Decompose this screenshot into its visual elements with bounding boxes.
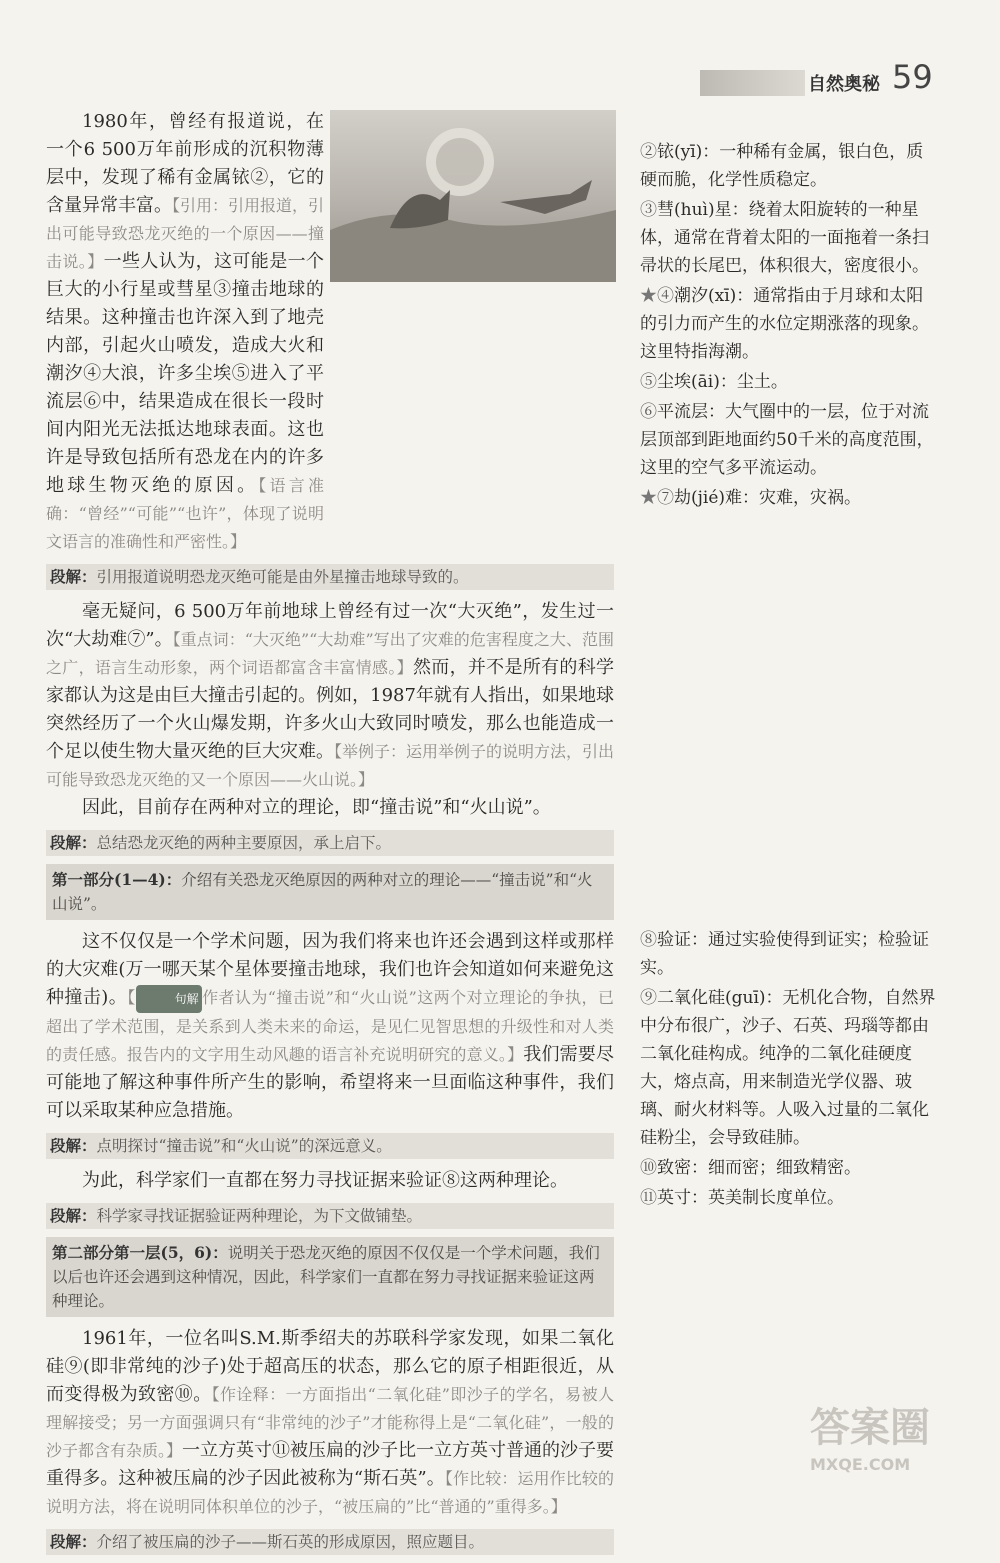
paragraph-analysis: 段解：引用报道说明恐龙灭绝可能是由外星撞击地球导致的。 (46, 564, 614, 590)
paragraph-analysis: 段解：科学家寻找证据验证两种理论，为下文做铺垫。 (46, 1203, 614, 1229)
watermark-logo: 答案圈 MXQE.COM (810, 1405, 930, 1474)
glossary-item: ⑨二氧化硅(guī)：无机化合物，自然界中分布很广，沙子、石英、玛瑙等都由二氧化硅构成。纯净的二氧化硅硬度大，熔点高，用来制造光学仪器、玻璃、耐火材料等。人吸入过量的二氧化硅粉尘，会导致硅肺。 (640, 988, 936, 1148)
paragraph-analysis: 段解：点明探讨“撞击说”和“火山说”的深远意义。 (46, 1133, 614, 1159)
paragraph-6: 1961年，一位名叫S.M.斯季绍夫的苏联科学家发现，如果二氧化硅⑨(即非常纯的沙子)处于超高压的状态，那么它的原子相距很近，从而变得极为致密⑩。【作诠释：一方面指出“二氧化硅”即沙子的学名，易被人理解接受；另一方面强调只有“非常纯的沙子”才能称得上是“二氧化硅”，一般的沙子都含有杂质。】一立方英寸⑪被压扁的沙子比一立方英寸普通的沙子要重得多。这种被压扁的沙子因此被称为“斯石英”。【作比较：运用作比较的说明方法，将在说明同体积单位的沙子，“被压扁的”比“普通的”重得多。】 (46, 1328, 615, 1516)
paragraph-5: 为此，科学家们一直都在努力寻找证据来验证⑧这两种理论。 (82, 1170, 568, 1191)
main-column (46, 108, 614, 1563)
glossary-item: ★④潮汐(xī)：通常指由于月球和太阳的引力而产生的水位定期涨落的现象。这里特指海潮。 (640, 286, 929, 362)
paragraph-3: 因此，目前存在两种对立的理论，即“撞击说”和“火山说”。 (82, 797, 551, 818)
paragraph-2: 毫无疑问，6 500万年前地球上曾经有过一次“大灭绝”，发生过一次“大劫难⑦”。【重点词：“大灭绝”“大劫难”写出了灾难的危害程度之大、范围之广，语言生动形象，两个词语都富含丰富情感。】然而，并不是所有的科学家都认为这是由巨大撞击引起的。例如，1987年就有人指出，如果地球突然经历了一个火山爆发期，许多火山大致同时喷发，那么也能造成一个足以使生物大量灭绝的巨大灾难。【举例子：运用举例子的说明方法，引出可能导致恐龙灭绝的又一个原因——火山说。】 (46, 601, 615, 789)
paragraph-analysis: 段解：介绍了被压扁的沙子——斯石英的形成原因，照应题目。 (46, 1529, 614, 1555)
annotation: 【语言准确：“曾经”“可能”“也许”，体现了说明文语言的准确性和严密性。】 (46, 476, 324, 551)
glossary-item: ⑥平流层：大气圈中的一层，位于对流层顶部到距地面约50千米的高度范围，这里的空气多平流运动。 (640, 402, 934, 478)
glossary-top (640, 138, 940, 514)
glossary-bottom (640, 926, 940, 1214)
glossary-item: ②铱(yī)：一种稀有金属，银白色，质硬而脆，化学性质稳定。 (640, 142, 924, 190)
page-header (700, 58, 940, 104)
glossary-item: ⑤尘埃(āi)：尘土。 (640, 372, 788, 392)
paragraph-1: 1980年，曾经有报道说，在一个6 500万年前形成的沉积物薄层中，发现了稀有金属铱②，它的含量异常丰富。【引用：引用报道，引出可能导致恐龙灭绝的一个原因——撞击说。】一些人认为，这可能是一个巨大的小行星或彗星③撞击地球的结果。这种撞击也许深入到了地壳内部，引起火山喷发，造成大火和潮汐④大浪，许多尘埃⑤进入了平流层⑥中，结果造成在很长一段时间内阳光无法抵达地球表面。这也许是导致包括所有恐龙在内的许多地球生物灭绝的原因。【语言准确：“曾经”“可能”“也许”，体现了说明文语言的准确性和严密性。】 (46, 111, 325, 551)
paragraph-4: 这不仅仅是一个学术问题，因为我们将来也许还会遇到这样或那样的大灾难(万一哪天某个星体要撞击地球，我们也许会知道如何来避免这种撞击)。【 句解 作者认为“撞击说”和“火山说”这两个对立理论的争执，已超出了学术范围，是关系到人类未来的命运，是见仁见智思想的升级性和对人类的责任感。报告内的文字用生动风趣的语言补充说明研究的意义。】我们需要尽可能地了解这种事件所产生的影响，希望将来一旦面临这种事件，我们可以采取某种应急措施。 (46, 931, 614, 1121)
glossary-item: ⑧验证：通过实验使得到证实；检验证实。 (640, 930, 929, 978)
glossary-item: ③彗(huì)星：绕着太阳旋转的一种星体，通常在背着太阳的一面拖着一条扫帚状的长尾巴，体积很大，密度很小。 (640, 200, 929, 276)
sentence-analysis-icon: 句解 (136, 985, 202, 1013)
annotation: 【作诠释：一方面指出“二氧化硅”即沙子的学名，易被人理解接受；另一方面强调只有“非常纯的沙子”才能称得上是“二氧化硅”，一般的沙子都含有杂质。】 (46, 1385, 614, 1460)
glossary-item: ★⑦劫(jié)难：灾难，灾祸。 (640, 488, 862, 508)
section-title: 自然奥秘 (808, 74, 880, 95)
header-tag-bar (700, 70, 805, 96)
part-summary: 第一部分(1—4)：介绍有关恐龙灭绝原因的两种对立的理论——“撞击说”和“火山说”。 (46, 864, 614, 920)
annotation: 【举例子：运用举例子的说明方法，引出可能导致恐龙灭绝的又一个原因——火山说。】 (46, 742, 615, 789)
annotation: 作者认为“撞击说”和“火山说”这两个对立理论的争执，已超出了学术范围，是关系到人类未来的命运，是见仁见智思想的升级性和对人类的责任感。报告内的文字用生动风趣的语言补充说明研究的意义。】 (46, 988, 614, 1064)
paragraph-analysis: 段解：总结恐龙灭绝的两种主要原因，承上启下。 (46, 830, 614, 856)
glossary-item: ⑩致密：细而密；细致精密。 (640, 1158, 861, 1178)
glossary-item: ⑪英寸：英美制长度单位。 (640, 1188, 844, 1208)
page-number: 59 (892, 58, 933, 96)
annotation: 【引用：引用报道，引出可能导致恐龙灭绝的一个原因——撞击说。】 (46, 196, 325, 271)
annotation: 【重点词：“大灭绝”“大劫难”写出了灾难的危害程度之大、范围之广，语言生动形象，两个词语都富含丰富情感。】 (46, 630, 614, 677)
part-summary: 第二部分第一层(5，6)：说明关于恐龙灭绝的原因不仅仅是一个学术问题，我们以后也许还会遇到这种情况，因此，科学家们一直都在努力寻找证据来验证这两种理论。 (46, 1237, 614, 1317)
annotation: 【作比较：运用作比较的说明方法，将在说明同体积单位的沙子，“被压扁的”比“普通的”重得多。】 (46, 1469, 614, 1516)
